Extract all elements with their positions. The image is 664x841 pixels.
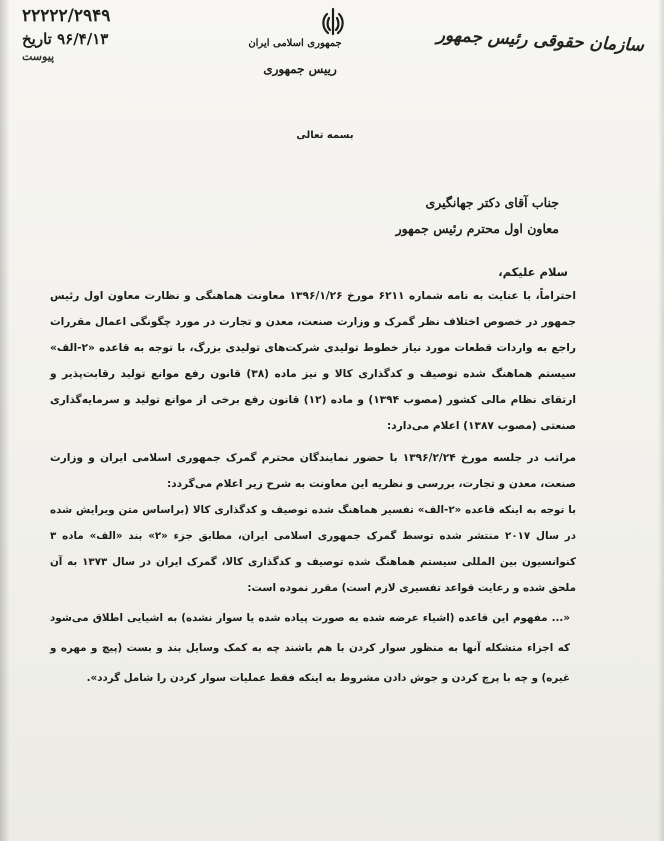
salutation: سلام علیکم، — [498, 265, 568, 279]
paragraph-meeting: مراتب در جلسه مورخ ۱۳۹۶/۲/۲۴ با حضور نمایندگان محترم گمرک جمهوری اسلامی ایران و وزارت صنعت، معدن و تجارت، بررسی و نظریه این معاونت به شرح زیر اعلام می‌گردد: — [50, 452, 577, 490]
page-edge-shadow — [0, 0, 10, 841]
addressee-name: جناب آقای دکتر جهانگیری — [425, 195, 559, 210]
reference-attachment: پیوست — [22, 50, 55, 63]
rule-detail: (براساس متن ویرایش شده در سال ۲۰۱۷ منتشر شده توسط گمرک جمهوری اسلامی ایران، مطابق جزء «۲» بند «الف» ماده ۳ کنوانسیون بین المللی سیستم هماهنگ شده توصیف و کدگذاری کالا، گمرک ایران در سال ۱۳۷۳ به آن ملحق شده و رعایت قواعد تفسیری لازم است) — [50, 504, 576, 594]
rule-title: با توجه به اینکه قاعده «۲-الف» تفسیر هماهنگ شده توصیف و کدگذاری کالا — [192, 504, 576, 516]
header-subtitle: رییس جمهوری — [263, 62, 337, 76]
paragraph-quote: «... مفهوم این قاعده (اشیاء عرضه شده به صورت پیاده شده یا سوار نشده) به اشیایی اطلاق می‌شود که اجزاء متشکله آنها به منظور سوار کردن با هم باشند چه به کمک وسایل بند و بست (پیچ و مهره و غیره) و چه با پرچ کردن و جوش دادن مشروط به اینکه فقط عملیات سوار کردن را شامل گردد». — [50, 612, 570, 684]
addressee-position: معاون اول محترم رئیس جمهور — [395, 221, 559, 236]
paragraph-intro: احتراماً، با عنایت به نامه شماره ۶۲۱۱ مورخ ۱۳۹۶/۱/۲۶ معاونت هماهنگی و نظارت معاون اول رئیس جمهور در خصوص اختلاف نظر گمرک و وزارت صنعت، معدن و تجارت در مورد چگونگی اعمال مقررات راجع به واردات قطعات مورد نیاز خطوط تولیدی شرکت‌های تولیدی بزرگ، با توجه به قاعده «۲-الف» سیستم هماهنگ شده توصیف و کدگذاری کالا و نیز ماده (۳۸) قانون رفع موانع تولید رقابت‌پذیر و ارتقای نظام مالی کشور (مصوب ۱۳۹۴) و ماده (۱۲) قانون رفع برخی از موانع تولید و سرمایه‌گذاری صنعتی (مصوب ۱۳۸۷) اعلام می‌دارد: — [50, 290, 577, 432]
reference-number: ۲۲۲۲۲/۲۹۴۹ — [22, 6, 111, 26]
header-title: جمهوری اسلامی ایران — [248, 38, 342, 49]
page-edge-shadow-right — [658, 0, 664, 841]
rule-decision: مقرر نموده است: — [247, 582, 338, 594]
emblem-icon — [315, 6, 351, 38]
reference-date: ۹۶/۴/۱۳ تاریخ — [22, 30, 109, 48]
handwritten-note: سازمان حقوقی رئیس جمهور — [436, 25, 645, 57]
reference-block — [22, 6, 132, 63]
classification-label: بسمه تعالی — [296, 130, 354, 141]
letter-body — [50, 283, 576, 693]
paragraph-rule — [50, 497, 576, 601]
addressee-block — [259, 190, 559, 242]
